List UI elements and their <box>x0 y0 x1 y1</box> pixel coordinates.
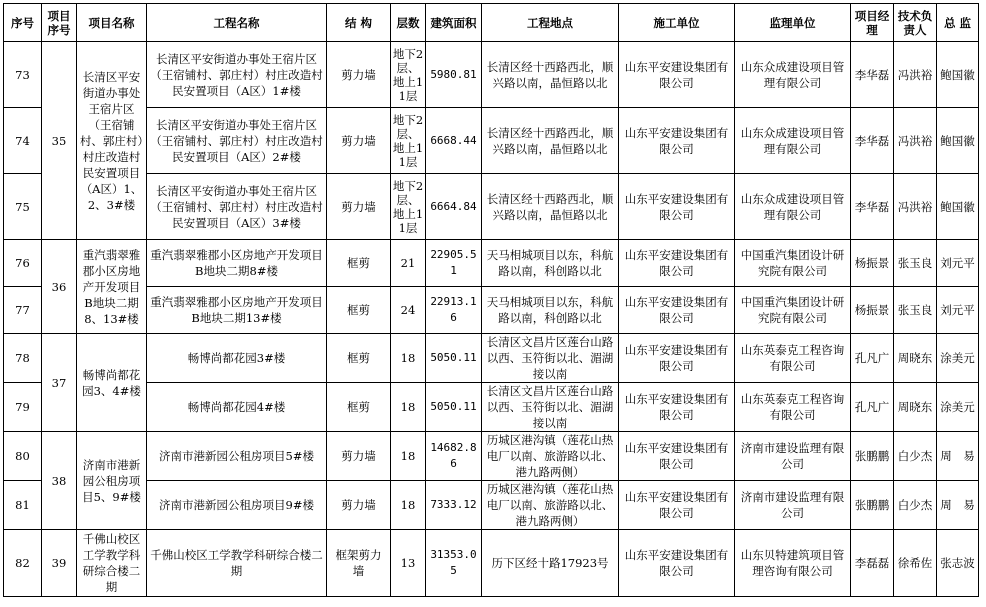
project-no-cell: 38 <box>42 432 77 530</box>
chief-cell: 周 易 <box>937 481 979 530</box>
engineering-name-cell: 长清区平安街道办事处王宿片区（王宿铺村、郭庄村）村庄改造村民安置项目（A区）3#楼 <box>147 174 327 240</box>
engineering-name-cell: 重汽翡翠雅郡小区房地产开发项目B地块二期8#楼 <box>147 240 327 287</box>
header-engineering-name: 工程名称 <box>147 4 327 42</box>
table-row <box>4 287 979 334</box>
table-row <box>4 334 979 383</box>
chief-cell: 鲍国徽 <box>937 174 979 240</box>
manager-cell: 杨振景 <box>851 287 894 334</box>
structure-cell: 剪力墙 <box>327 174 391 240</box>
floors-cell: 地下2层、地上11层 <box>391 42 426 108</box>
project-no-cell: 39 <box>42 530 77 597</box>
area-cell: 7333.12 <box>426 481 482 530</box>
location-cell: 天马相城项目以东，科航路以南，科创路以北 <box>482 240 619 287</box>
header-project-seq: 项目序号 <box>42 4 77 42</box>
location-cell: 长清区经十西路西北，顺兴路以南，晶恒路以北 <box>482 42 619 108</box>
seq-cell: 76 <box>4 240 42 287</box>
supervisor-cell: 济南市建设监理有限公司 <box>735 432 851 481</box>
manager-cell: 张鹏鹏 <box>851 481 894 530</box>
seq-cell: 79 <box>4 383 42 432</box>
engineering-name-cell: 济南市港新园公租房项目5#楼 <box>147 432 327 481</box>
header-area: 建筑面积 <box>426 4 482 42</box>
project-name-cell: 长清区平安街道办事处王宿片区（王宿铺村、郭庄村）村庄改造村民安置项目（A区）1、2、3#楼 <box>77 42 147 240</box>
builder-cell: 山东平安建设集团有限公司 <box>619 530 735 597</box>
manager-cell: 李华磊 <box>851 42 894 108</box>
floors-cell: 18 <box>391 432 426 481</box>
chief-cell: 鲍国徽 <box>937 108 979 174</box>
header-builder: 施工单位 <box>619 4 735 42</box>
structure-cell: 剪力墙 <box>327 432 391 481</box>
area-cell: 22905.51 <box>426 240 482 287</box>
tech-cell: 周晓东 <box>894 334 937 383</box>
area-cell: 6668.44 <box>426 108 482 174</box>
table-row <box>4 174 979 240</box>
builder-cell: 山东平安建设集团有限公司 <box>619 174 735 240</box>
manager-cell: 孔凡广 <box>851 334 894 383</box>
area-cell: 5050.11 <box>426 383 482 432</box>
area-cell: 6664.84 <box>426 174 482 240</box>
location-cell: 长清区文昌片区莲台山路以西、玉符街以北、湄湖接以南 <box>482 334 619 383</box>
table-row <box>4 42 979 108</box>
seq-cell: 80 <box>4 432 42 481</box>
seq-cell: 78 <box>4 334 42 383</box>
seq-cell: 74 <box>4 108 42 174</box>
tech-cell: 张玉良 <box>894 240 937 287</box>
chief-cell: 涂美元 <box>937 383 979 432</box>
table-row <box>4 432 979 481</box>
header-chief-supervisor: 总 监 <box>937 4 979 42</box>
tech-cell: 周晓东 <box>894 383 937 432</box>
table-row <box>4 530 979 597</box>
header-project-name: 项目名称 <box>77 4 147 42</box>
project-no-cell: 35 <box>42 42 77 240</box>
area-cell: 14682.86 <box>426 432 482 481</box>
floors-cell: 18 <box>391 481 426 530</box>
project-table <box>3 3 979 597</box>
tech-cell: 徐希佐 <box>894 530 937 597</box>
location-cell: 长清区文昌片区莲台山路以西、玉符街以北、湄湖接以南 <box>482 383 619 432</box>
structure-cell: 框剪 <box>327 383 391 432</box>
supervisor-cell: 山东英泰克工程咨询有限公司 <box>735 383 851 432</box>
chief-cell: 鲍国徽 <box>937 42 979 108</box>
header-manager: 项目经理 <box>851 4 894 42</box>
manager-cell: 孔凡广 <box>851 383 894 432</box>
project-name-cell: 重汽翡翠雅郡小区房地产开发项目B地块二期8、13#楼 <box>77 240 147 334</box>
builder-cell: 山东平安建设集团有限公司 <box>619 334 735 383</box>
tech-cell: 冯洪裕 <box>894 108 937 174</box>
supervisor-cell: 中国重汽集团设计研究院有限公司 <box>735 240 851 287</box>
engineering-name-cell: 济南市港新园公租房项目9#楼 <box>147 481 327 530</box>
floors-cell: 21 <box>391 240 426 287</box>
area-cell: 31353.05 <box>426 530 482 597</box>
builder-cell: 山东平安建设集团有限公司 <box>619 287 735 334</box>
supervisor-cell: 山东贝特建筑项目管理咨询有限公司 <box>735 530 851 597</box>
chief-cell: 刘元平 <box>937 287 979 334</box>
supervisor-cell: 山东众成建设项目管理有限公司 <box>735 108 851 174</box>
location-cell: 长清区经十西路西北，顺兴路以南，晶恒路以北 <box>482 108 619 174</box>
structure-cell: 框剪 <box>327 334 391 383</box>
chief-cell: 涂美元 <box>937 334 979 383</box>
structure-cell: 框架剪力墙 <box>327 530 391 597</box>
structure-cell: 框剪 <box>327 240 391 287</box>
builder-cell: 山东平安建设集团有限公司 <box>619 432 735 481</box>
manager-cell: 张鹏鹏 <box>851 432 894 481</box>
location-cell: 长清区经十西路西北，顺兴路以南，晶恒路以北 <box>482 174 619 240</box>
header-floors: 层数 <box>391 4 426 42</box>
tech-cell: 白少杰 <box>894 481 937 530</box>
header-seq: 序号 <box>4 4 42 42</box>
structure-cell: 剪力墙 <box>327 42 391 108</box>
builder-cell: 山东平安建设集团有限公司 <box>619 42 735 108</box>
engineering-name-cell: 重汽翡翠雅郡小区房地产开发项目B地块二期13#楼 <box>147 287 327 334</box>
engineering-name-cell: 长清区平安街道办事处王宿片区（王宿铺村、郭庄村）村庄改造村民安置项目（A区）1#楼 <box>147 42 327 108</box>
project-name-cell: 千佛山校区工学教学科研综合楼二期 <box>77 530 147 597</box>
engineering-name-cell: 千佛山校区工学教学科研综合楼二期 <box>147 530 327 597</box>
seq-cell: 73 <box>4 42 42 108</box>
table-row <box>4 481 979 530</box>
seq-cell: 75 <box>4 174 42 240</box>
floors-cell: 地下2层、地上11层 <box>391 174 426 240</box>
floors-cell: 24 <box>391 287 426 334</box>
table-row <box>4 240 979 287</box>
location-cell: 历下区经十路17923号 <box>482 530 619 597</box>
floors-cell: 地下2层、地上11层 <box>391 108 426 174</box>
manager-cell: 李磊磊 <box>851 530 894 597</box>
builder-cell: 山东平安建设集团有限公司 <box>619 383 735 432</box>
builder-cell: 山东平安建设集团有限公司 <box>619 481 735 530</box>
header-location: 工程地点 <box>482 4 619 42</box>
manager-cell: 杨振景 <box>851 240 894 287</box>
supervisor-cell: 中国重汽集团设计研究院有限公司 <box>735 287 851 334</box>
tech-cell: 冯洪裕 <box>894 42 937 108</box>
manager-cell: 李华磊 <box>851 108 894 174</box>
chief-cell: 张志波 <box>937 530 979 597</box>
supervisor-cell: 山东英泰克工程咨询有限公司 <box>735 334 851 383</box>
location-cell: 历城区港沟镇（莲花山热电厂以南、旅游路以北、港九路两侧） <box>482 481 619 530</box>
project-no-cell: 37 <box>42 334 77 432</box>
tech-cell: 冯洪裕 <box>894 174 937 240</box>
engineering-name-cell: 畅博尚都花园4#楼 <box>147 383 327 432</box>
supervisor-cell: 山东众成建设项目管理有限公司 <box>735 174 851 240</box>
chief-cell: 刘元平 <box>937 240 979 287</box>
header-supervisor: 监理单位 <box>735 4 851 42</box>
floors-cell: 13 <box>391 530 426 597</box>
header-row <box>4 4 979 42</box>
table-row <box>4 108 979 174</box>
engineering-name-cell: 长清区平安街道办事处王宿片区（王宿铺村、郭庄村）村庄改造村民安置项目（A区）2#楼 <box>147 108 327 174</box>
location-cell: 天马相城项目以东，科航路以南，科创路以北 <box>482 287 619 334</box>
header-structure: 结 构 <box>327 4 391 42</box>
seq-cell: 81 <box>4 481 42 530</box>
table-row <box>4 383 979 432</box>
supervisor-cell: 山东众成建设项目管理有限公司 <box>735 42 851 108</box>
location-cell: 历城区港沟镇（莲花山热电厂以南、旅游路以北、港九路两侧） <box>482 432 619 481</box>
project-name-cell: 畅博尚都花园3、4#楼 <box>77 334 147 432</box>
chief-cell: 周 易 <box>937 432 979 481</box>
area-cell: 5980.81 <box>426 42 482 108</box>
tech-cell: 张玉良 <box>894 287 937 334</box>
tech-cell: 白少杰 <box>894 432 937 481</box>
seq-cell: 82 <box>4 530 42 597</box>
engineering-name-cell: 畅博尚都花园3#楼 <box>147 334 327 383</box>
structure-cell: 框剪 <box>327 287 391 334</box>
supervisor-cell: 济南市建设监理有限公司 <box>735 481 851 530</box>
floors-cell: 18 <box>391 383 426 432</box>
seq-cell: 77 <box>4 287 42 334</box>
floors-cell: 18 <box>391 334 426 383</box>
builder-cell: 山东平安建设集团有限公司 <box>619 108 735 174</box>
area-cell: 5050.11 <box>426 334 482 383</box>
project-name-cell: 济南市港新园公租房项目5、9#楼 <box>77 432 147 530</box>
area-cell: 22913.16 <box>426 287 482 334</box>
manager-cell: 李华磊 <box>851 174 894 240</box>
structure-cell: 剪力墙 <box>327 481 391 530</box>
header-tech-lead: 技术负责人 <box>894 4 937 42</box>
structure-cell: 剪力墙 <box>327 108 391 174</box>
project-table-container <box>3 3 979 597</box>
builder-cell: 山东平安建设集团有限公司 <box>619 240 735 287</box>
project-no-cell: 36 <box>42 240 77 334</box>
